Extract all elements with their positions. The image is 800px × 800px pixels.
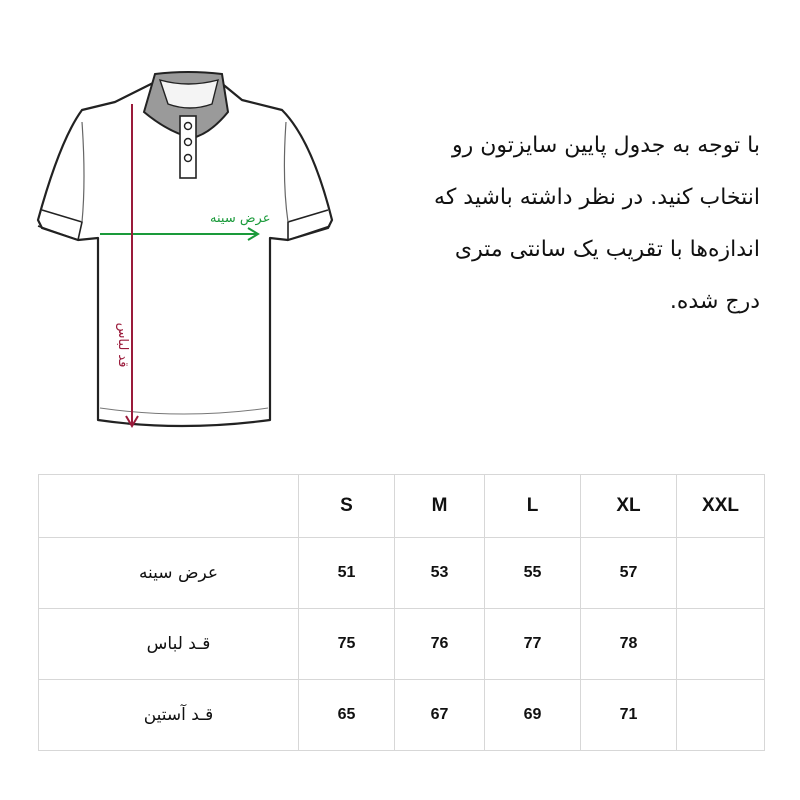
table-cell <box>677 609 765 680</box>
size-header-xl: XL <box>581 475 677 538</box>
row-label-chest: عرض سینه <box>39 538 299 609</box>
row-label-length: قـد لباس <box>39 609 299 680</box>
table-cell: 75 <box>299 609 395 680</box>
table-row <box>39 609 765 680</box>
size-table <box>38 474 765 751</box>
instruction-line: انتخاب کنید. در نظر داشته باشید که <box>434 185 760 210</box>
table-cell: 51 <box>299 538 395 609</box>
table-row <box>39 680 765 751</box>
table-cell <box>677 538 765 609</box>
table-cell: 57 <box>581 538 677 609</box>
table-header-row <box>39 475 765 538</box>
polo-shirt-illustration <box>20 60 360 450</box>
row-label-sleeve: قـد آستین <box>39 680 299 751</box>
table-cell: 78 <box>581 609 677 680</box>
table-cell: 55 <box>485 538 581 609</box>
table-cell: 77 <box>485 609 581 680</box>
table-row <box>39 538 765 609</box>
table-cell: 65 <box>299 680 395 751</box>
table-cell: 53 <box>395 538 485 609</box>
table-cell: 67 <box>395 680 485 751</box>
size-header-l: L <box>485 475 581 538</box>
instruction-line: اندازه‌ها با تقریب یک سانتی متری <box>454 237 760 262</box>
size-header-xxl: XXL <box>677 475 765 538</box>
instruction-line: با توجه به جدول پایین سایزتون رو <box>452 133 760 158</box>
chest-width-label: عرض سینه <box>210 211 271 226</box>
table-cell: 69 <box>485 680 581 751</box>
table-cell: 71 <box>581 680 677 751</box>
size-header-m: M <box>395 475 485 538</box>
size-header-s: S <box>299 475 395 538</box>
instruction-line: درج شده. <box>669 289 760 314</box>
table-cell: 76 <box>395 609 485 680</box>
length-label: قد لباس <box>115 322 130 368</box>
instruction-paragraph <box>350 120 760 328</box>
table-cell <box>677 680 765 751</box>
empty-header-cell <box>39 475 299 538</box>
